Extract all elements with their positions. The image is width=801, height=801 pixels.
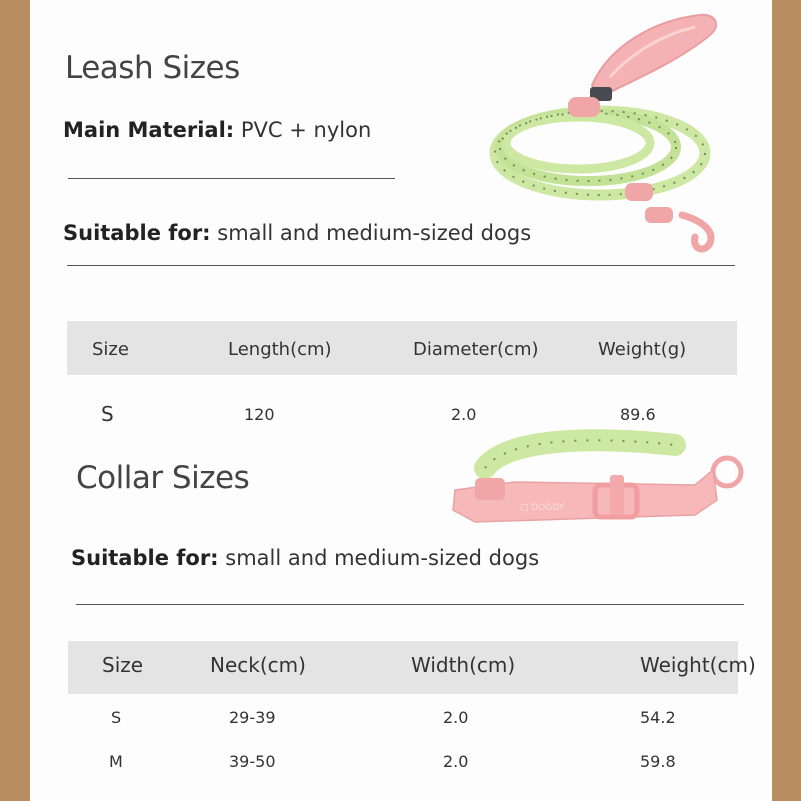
svg-text:▢ DOGGY: ▢ DOGGY [520, 503, 565, 513]
column-header: Width(cm) [411, 653, 516, 677]
table-cell: 2.0 [443, 708, 469, 727]
product-spec-sheet [30, 0, 772, 801]
column-header: Weight(cm) [640, 653, 756, 677]
column-header: Neck(cm) [210, 653, 306, 677]
table-cell: S [111, 708, 122, 727]
divider [76, 604, 744, 605]
table-cell: 120 [244, 405, 275, 424]
collar-table-header [68, 641, 756, 694]
suitable-label: Suitable for: [63, 221, 211, 245]
suitable-value: small and medium-sized dogs [217, 221, 532, 245]
column-header: Size [102, 653, 144, 677]
table-cell: M [109, 752, 123, 771]
table-cell: 89.6 [620, 405, 656, 424]
column-header: Length(cm) [228, 339, 332, 360]
collar-sizes-title: Collar Sizes [76, 460, 250, 496]
leash-sizes-title: Leash Sizes [65, 50, 240, 86]
column-header: Diameter(cm) [413, 339, 539, 360]
material-value: PVC + nylon [240, 118, 372, 142]
suitable-label: Suitable for: [71, 546, 219, 570]
column-header: Size [92, 339, 129, 360]
table-cell: 59.8 [640, 752, 676, 771]
column-header: Weight(g) [598, 339, 687, 360]
table-cell: S [101, 402, 114, 426]
table-cell: 2.0 [443, 752, 469, 771]
divider [68, 178, 395, 179]
material-label: Main Material: [63, 118, 235, 142]
divider [67, 265, 735, 266]
suitable-value: small and medium-sized dogs [225, 546, 540, 570]
leash-material-line [63, 118, 371, 142]
table-cell: 54.2 [640, 708, 676, 727]
leash-product-image [460, 5, 720, 255]
leash-table-header [67, 321, 737, 375]
collar-product-image [445, 430, 755, 535]
table-cell: 29-39 [229, 708, 276, 727]
table-cell: 2.0 [451, 405, 477, 424]
collar-suitable-line [71, 546, 539, 570]
table-cell: 39-50 [229, 752, 276, 771]
